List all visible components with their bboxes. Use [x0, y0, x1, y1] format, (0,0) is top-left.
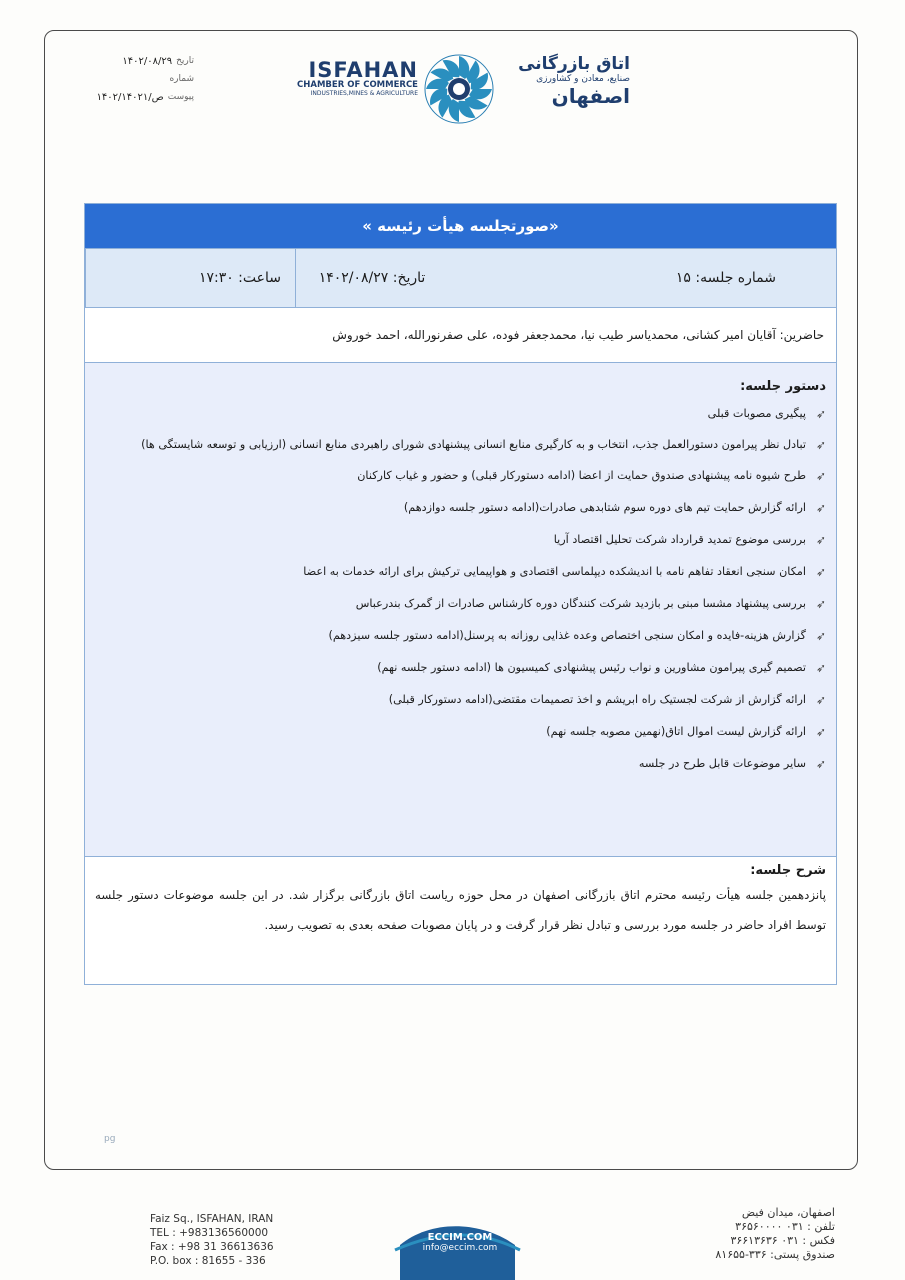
agenda-item: ➶ بررسی پیشنهاد مشسا مبنی بر بازدید شرکت کنندگان دوره کارشناس صادرات از گمرک بندرعباس — [95, 588, 826, 620]
session-date: تاریخ: ۱۴۰۲/۰۸/۲۷ — [295, 249, 448, 307]
session-info-row — [85, 248, 836, 307]
footer-en-line2: TEL : +983136560000 — [150, 1227, 269, 1239]
agenda-item: ➶ طرح شیوه نامه پیشنهادی صندوق حمایت از اعضا (ادامه دستورکار قبلی) و حضور و غیاب کارکنان — [95, 460, 826, 492]
logo-fa-title2: صنایع، معادن و کشاورزی — [536, 74, 630, 84]
page-tag: pg — [104, 1134, 116, 1144]
check-arrow-icon: ➶ — [815, 597, 826, 611]
footer-english-address — [150, 1212, 274, 1268]
attendees: حاضرین: آقایان امیر کشانی، محمدیاسر طیب نیا، محمدجعفر فوده، علی صفرنورالله، احمد خوروش — [85, 307, 836, 362]
footer-fa-line1: اصفهان، میدان فیض — [741, 1206, 835, 1219]
footer-fa-line3: فکس : ۰۳۱ ۳۶۶۱۳۶۳۶ — [730, 1234, 835, 1247]
footer-website: ECCIM.COM — [427, 1232, 493, 1243]
logo-english — [290, 58, 418, 97]
letter-meta — [44, 52, 194, 106]
agenda-item: ➶ سایر موضوعات قابل طرح در جلسه — [95, 748, 826, 780]
footer-persian-address — [625, 1206, 835, 1262]
check-arrow-icon: ➶ — [815, 757, 826, 771]
logo-en-title: ISFAHAN — [308, 58, 418, 82]
meta-attachment-value: ۱۴۰۲/ص/۱۴۰۲۱ — [96, 91, 164, 103]
agenda-item: ➶ پیگیری مصوبات قبلی — [95, 398, 826, 430]
logo-persian — [500, 54, 630, 108]
check-arrow-icon: ➶ — [815, 693, 826, 707]
meta-attachment-label: پیوست — [167, 92, 194, 102]
description-text: پانزدهمین جلسه هیأت رئیسه محترم اتاق بازرگانی اصفهان در محل حوزه ریاست اتاق بازرگانی برگزار شد. در این جلسه موضوعات دستور جلسه توسط افراد حاضر در جلسه مورد بررسی و تبادل نظر قرار گرفت و در پایان مصوبات صفحه بعدی به تصویب رسید. — [95, 888, 826, 932]
footer-fa-line4: صندوق پستی: ۳۳۶-۸۱۶۵۵ — [715, 1248, 835, 1261]
agenda-item: ➶ گزارش هزینه-فایده و امکان سنجی اختصاص وعده غذایی روزانه به پرسنل(ادامه دستور جلسه سیزدهم) — [95, 620, 826, 652]
check-arrow-icon: ➶ — [815, 469, 826, 483]
check-arrow-icon: ➶ — [815, 725, 826, 739]
session-time: ساعت: ۱۷:۳۰ — [85, 249, 295, 307]
session-number: شماره جلسه: ۱۵ — [675, 270, 776, 286]
logo-en-sub2: INDUSTRIES,MINES & AGRICULTURE — [310, 90, 418, 97]
logo-fa-title1: اتاق بازرگانی — [518, 54, 630, 74]
agenda-list — [95, 398, 826, 780]
agenda-title: دستور جلسه: — [740, 379, 826, 394]
agenda-item: ➶ ارائه گزارش حمایت تیم های دوره سوم شتابدهی صادرات(ادامه دستور جلسه دوازدهم) — [95, 492, 826, 524]
logo-en-sub1: CHAMBER OF COMMERCE — [297, 80, 418, 90]
meta-date-label: تاریخ — [176, 56, 194, 66]
footer-en-line4: P.O. box : 81655 - 336 — [150, 1255, 266, 1267]
footer-email: info@eccim.com — [422, 1243, 498, 1253]
meta-date-row — [44, 52, 194, 70]
minutes-box — [84, 203, 837, 985]
agenda-section — [85, 362, 836, 856]
footer-en-line3: Fax : +98 31 36613636 — [150, 1241, 274, 1253]
agenda-item: ➶ امکان سنجی انعقاد تفاهم نامه با اندیشکده دیپلماسی اقتصادی و هواپیمایی ترکیش برای ارائه خدمات به اعضا — [95, 556, 826, 588]
meta-attachment-row — [44, 88, 194, 106]
check-arrow-icon: ➶ — [815, 501, 826, 515]
footer-en-line1: Faiz Sq., ISFAHAN, IRAN — [150, 1213, 274, 1225]
agenda-item: ➶ تصمیم گیری پیرامون مشاورین و نواب رئیس پیشنهادی کمیسیون ها (ادامه دستور جلسه نهم) — [95, 652, 826, 684]
check-arrow-icon: ➶ — [815, 661, 826, 675]
chamber-logo — [290, 52, 630, 128]
check-arrow-icon: ➶ — [815, 438, 826, 452]
meta-date-value: ۱۴۰۲/۰۸/۲۹ — [122, 55, 173, 67]
check-arrow-icon: ➶ — [815, 533, 826, 547]
footer-contact-web — [405, 1232, 515, 1253]
agenda-item: ➶ ارائه گزارش لیست اموال اتاق(نهمین مصوبه جلسه نهم) — [95, 716, 826, 748]
meta-number-label: شماره — [169, 74, 194, 84]
check-arrow-icon: ➶ — [815, 407, 826, 421]
agenda-item: ➶ بررسی موضوع تمدید قرارداد شرکت تحلیل اقتصاد آریا — [95, 524, 826, 556]
minutes-title: «صورتجلسه هیأت رئیسه » — [85, 204, 836, 248]
logo-fa-title3: اصفهان — [551, 84, 630, 108]
description-section — [85, 856, 836, 984]
description-title: شرح جلسه: — [750, 863, 826, 878]
check-arrow-icon: ➶ — [815, 629, 826, 643]
agenda-item: ➶ تبادل نظر پیرامون دستورالعمل جذب، انتخاب و به کارگیری منابع انسانی پیشنهادی شورای راهبردی منابع انسانی (ارزیابی و توسعه شایستگی ها) — [95, 430, 826, 460]
meta-number-row — [44, 70, 194, 88]
check-arrow-icon: ➶ — [815, 565, 826, 579]
footer-fa-line2: تلفن : ۰۳۱ ۳۶۵۶۰۰۰۰ — [735, 1220, 835, 1233]
agenda-item: ➶ ارائه گزارش از شرکت لجستیک راه ابریشم و اخذ تصمیمات مقتضی(ادامه دستورکار قبلی) — [95, 684, 826, 716]
chamber-emblem-icon — [422, 52, 496, 126]
